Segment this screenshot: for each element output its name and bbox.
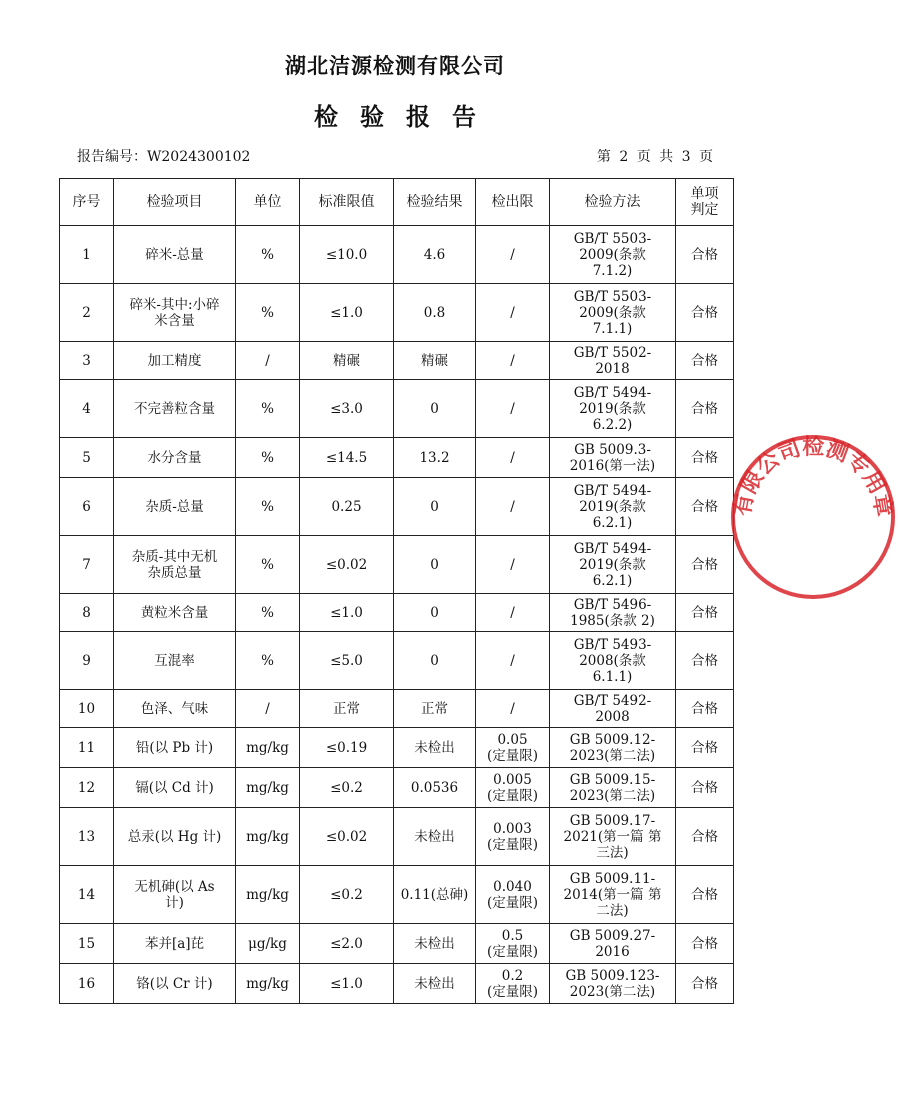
cell-result: 0 [394, 380, 476, 438]
company-name: 湖北洁源检测有限公司 [285, 54, 505, 78]
cell-method: GB/T 5502- 2018 [550, 342, 676, 380]
company-seal-stamp [728, 432, 898, 602]
cell-no: 3 [60, 342, 114, 380]
col-header-lod: 检出限 [476, 179, 550, 226]
cell-no: 10 [60, 690, 114, 728]
cell-limit: ≤5.0 [300, 632, 394, 690]
col-header-result: 检验结果 [394, 179, 476, 226]
cell-no: 15 [60, 924, 114, 964]
cell-no: 16 [60, 964, 114, 1004]
cell-unit: % [236, 226, 300, 284]
col-header-method: 检验方法 [550, 179, 676, 226]
cell-lod: 0.5 (定量限) [476, 924, 550, 964]
cell-result: 正常 [394, 690, 476, 728]
cell-lod: 0.05 (定量限) [476, 728, 550, 768]
cell-limit: ≤0.02 [300, 536, 394, 594]
report-number: 报告编号：W2024300102 [77, 149, 251, 165]
cell-method: GB/T 5493- 2008(条款 6.1.1) [550, 632, 676, 690]
table-row [60, 226, 734, 284]
table-header-row [60, 179, 734, 226]
cell-method: GB/T 5494- 2019(条款 6.2.1) [550, 478, 676, 536]
cell-judge: 合格 [676, 478, 734, 536]
cell-unit: % [236, 536, 300, 594]
cell-result: 13.2 [394, 438, 476, 478]
cell-unit: μg/kg [236, 924, 300, 964]
cell-limit: ≤10.0 [300, 226, 394, 284]
cell-no: 14 [60, 866, 114, 924]
report-title: 检验报告 [314, 103, 498, 131]
cell-lod: / [476, 536, 550, 594]
inspection-table [59, 178, 734, 1004]
cell-item: 铬(以 Cr 计) [114, 964, 236, 1004]
cell-result: 0 [394, 478, 476, 536]
cell-no: 6 [60, 478, 114, 536]
cell-unit: % [236, 284, 300, 342]
table-row [60, 964, 734, 1004]
cell-item: 碎米-其中:小碎 米含量 [114, 284, 236, 342]
cell-no: 1 [60, 226, 114, 284]
cell-unit: mg/kg [236, 964, 300, 1004]
table-row [60, 594, 734, 632]
seal-ring [733, 437, 893, 597]
cell-lod: / [476, 284, 550, 342]
cell-judge: 合格 [676, 924, 734, 964]
cell-result: 未检出 [394, 964, 476, 1004]
table-row [60, 866, 734, 924]
cell-lod: / [476, 690, 550, 728]
cell-result: 未检出 [394, 924, 476, 964]
cell-lod: / [476, 438, 550, 478]
cell-item: 水分含量 [114, 438, 236, 478]
table-row [60, 438, 734, 478]
cell-method: GB 5009.11- 2014(第一篇 第 二法) [550, 866, 676, 924]
cell-no: 9 [60, 632, 114, 690]
cell-no: 2 [60, 284, 114, 342]
cell-item: 无机砷(以 As 计) [114, 866, 236, 924]
cell-lod: / [476, 380, 550, 438]
cell-no: 12 [60, 768, 114, 808]
cell-unit: mg/kg [236, 866, 300, 924]
cell-judge: 合格 [676, 284, 734, 342]
table-row [60, 728, 734, 768]
cell-method: GB/T 5494- 2019(条款 6.2.2) [550, 380, 676, 438]
cell-judge: 合格 [676, 632, 734, 690]
cell-result: 0.0536 [394, 768, 476, 808]
cell-unit: % [236, 438, 300, 478]
cell-result: 未检出 [394, 728, 476, 768]
cell-lod: / [476, 342, 550, 380]
cell-result: 0 [394, 632, 476, 690]
cell-method: GB/T 5494- 2019(条款 6.2.1) [550, 536, 676, 594]
cell-no: 4 [60, 380, 114, 438]
cell-unit: / [236, 690, 300, 728]
cell-limit: ≤0.02 [300, 808, 394, 866]
cell-no: 8 [60, 594, 114, 632]
cell-judge: 合格 [676, 964, 734, 1004]
cell-item: 黄粒米含量 [114, 594, 236, 632]
table-row [60, 380, 734, 438]
cell-no: 13 [60, 808, 114, 866]
table-row [60, 690, 734, 728]
table-row [60, 478, 734, 536]
cell-item: 杂质-其中无机 杂质总量 [114, 536, 236, 594]
cell-item: 不完善粒含量 [114, 380, 236, 438]
cell-method: GB 5009.27- 2016 [550, 924, 676, 964]
cell-unit: % [236, 632, 300, 690]
table-row [60, 632, 734, 690]
page-info: 第 2 页 共 3 页 [596, 149, 713, 165]
cell-method: GB/T 5496- 1985(条款 2) [550, 594, 676, 632]
col-header-item: 检验项目 [114, 179, 236, 226]
cell-limit: ≤0.2 [300, 866, 394, 924]
cell-judge: 合格 [676, 438, 734, 478]
cell-result: 精碾 [394, 342, 476, 380]
table-row [60, 284, 734, 342]
cell-limit: 0.25 [300, 478, 394, 536]
cell-lod: / [476, 632, 550, 690]
table-row [60, 808, 734, 866]
cell-lod: 0.005 (定量限) [476, 768, 550, 808]
cell-judge: 合格 [676, 594, 734, 632]
cell-method: GB 5009.12- 2023(第二法) [550, 728, 676, 768]
cell-limit: 正常 [300, 690, 394, 728]
col-header-judge: 单项 判定 [676, 179, 734, 226]
cell-item: 加工精度 [114, 342, 236, 380]
col-header-no: 序号 [60, 179, 114, 226]
cell-limit: ≤1.0 [300, 284, 394, 342]
cell-limit: ≤0.19 [300, 728, 394, 768]
cell-limit: ≤14.5 [300, 438, 394, 478]
cell-item: 杂质-总量 [114, 478, 236, 536]
table-row [60, 536, 734, 594]
cell-judge: 合格 [676, 380, 734, 438]
cell-unit: % [236, 478, 300, 536]
cell-judge: 合格 [676, 768, 734, 808]
cell-item: 苯并[a]芘 [114, 924, 236, 964]
cell-result: 0 [394, 594, 476, 632]
cell-lod: 0.2 (定量限) [476, 964, 550, 1004]
cell-result: 未检出 [394, 808, 476, 866]
cell-method: GB/T 5503- 2009(条款 7.1.2) [550, 226, 676, 284]
cell-limit: ≤2.0 [300, 924, 394, 964]
cell-unit: / [236, 342, 300, 380]
cell-unit: mg/kg [236, 768, 300, 808]
cell-unit: mg/kg [236, 808, 300, 866]
cell-judge: 合格 [676, 226, 734, 284]
cell-judge: 合格 [676, 808, 734, 866]
cell-limit: ≤3.0 [300, 380, 394, 438]
cell-result: 0 [394, 536, 476, 594]
cell-no: 11 [60, 728, 114, 768]
cell-limit: ≤1.0 [300, 594, 394, 632]
cell-judge: 合格 [676, 728, 734, 768]
cell-lod: / [476, 478, 550, 536]
cell-method: GB 5009.15- 2023(第二法) [550, 768, 676, 808]
table-row [60, 342, 734, 380]
table-row [60, 768, 734, 808]
cell-judge: 合格 [676, 866, 734, 924]
cell-method: GB/T 5492- 2008 [550, 690, 676, 728]
cell-unit: mg/kg [236, 728, 300, 768]
cell-method: GB 5009.17- 2021(第一篇 第 三法) [550, 808, 676, 866]
cell-item: 铅(以 Pb 计) [114, 728, 236, 768]
cell-item: 总汞(以 Hg 计) [114, 808, 236, 866]
cell-lod: 0.040 (定量限) [476, 866, 550, 924]
cell-item: 色泽、气味 [114, 690, 236, 728]
cell-lod: / [476, 226, 550, 284]
col-header-unit: 单位 [236, 179, 300, 226]
cell-lod: 0.003 (定量限) [476, 808, 550, 866]
cell-limit: ≤0.2 [300, 768, 394, 808]
cell-lod: / [476, 594, 550, 632]
table-row [60, 924, 734, 964]
cell-result: 4.6 [394, 226, 476, 284]
col-header-limit: 标准限值 [300, 179, 394, 226]
cell-item: 镉(以 Cd 计) [114, 768, 236, 808]
cell-item: 碎米-总量 [114, 226, 236, 284]
cell-method: GB 5009.123- 2023(第二法) [550, 964, 676, 1004]
cell-result: 0.8 [394, 284, 476, 342]
cell-no: 7 [60, 536, 114, 594]
seal-text: 有限公司检测专用章 [730, 434, 896, 519]
cell-item: 互混率 [114, 632, 236, 690]
cell-unit: % [236, 594, 300, 632]
cell-method: GB/T 5503- 2009(条款 7.1.1) [550, 284, 676, 342]
cell-limit: 精碾 [300, 342, 394, 380]
cell-limit: ≤1.0 [300, 964, 394, 1004]
cell-unit: % [236, 380, 300, 438]
cell-judge: 合格 [676, 536, 734, 594]
cell-method: GB 5009.3- 2016(第一法) [550, 438, 676, 478]
cell-judge: 合格 [676, 342, 734, 380]
cell-no: 5 [60, 438, 114, 478]
cell-result: 0.11(总砷) [394, 866, 476, 924]
cell-judge: 合格 [676, 690, 734, 728]
